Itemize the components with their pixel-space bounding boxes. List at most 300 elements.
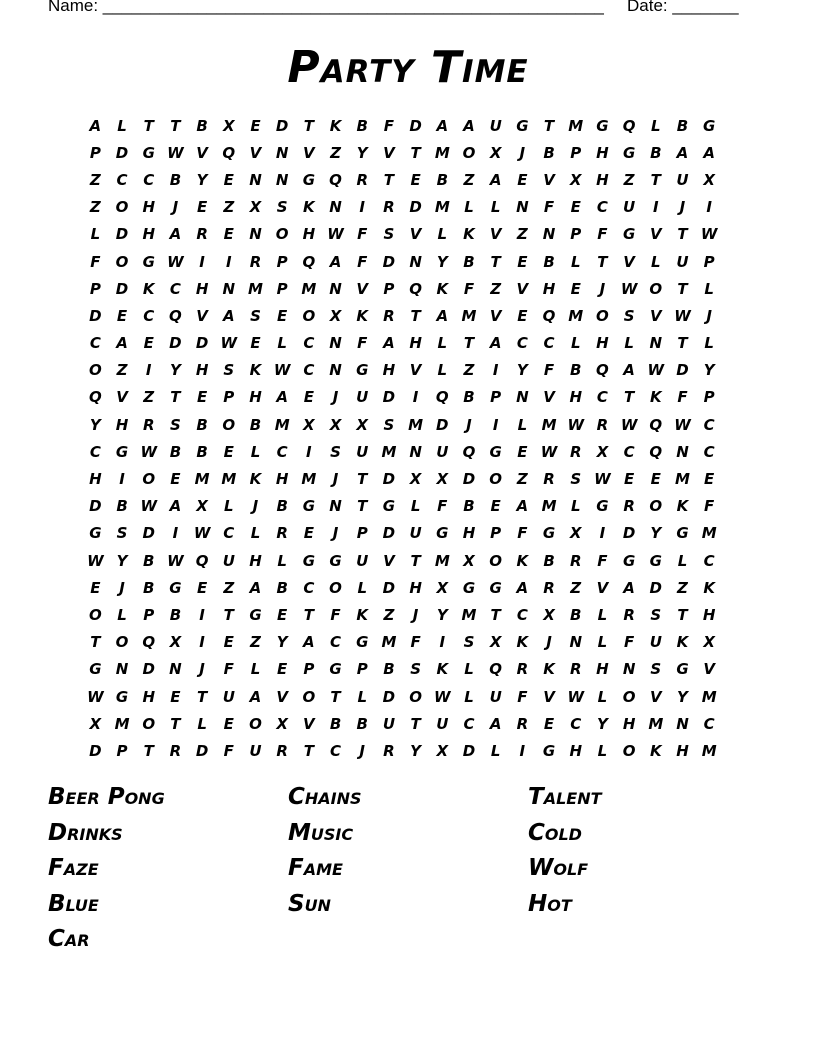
grid-letter: K	[516, 551, 529, 570]
grid-letter: D	[409, 198, 422, 217]
word-list-item: Chains	[288, 784, 362, 810]
grid-letter: T	[303, 605, 314, 624]
grid-letter: G	[622, 225, 636, 244]
grid-letter: Q	[409, 279, 422, 298]
letter-grid	[82, 112, 738, 765]
grid-letter: G	[489, 578, 502, 597]
grid-letter: J	[519, 143, 526, 162]
grid-letter: W	[87, 551, 104, 570]
grid-letter: F	[357, 252, 368, 271]
grid-letter: J	[546, 633, 552, 652]
grid-letter: K	[463, 225, 475, 244]
grid-letter: V	[649, 306, 662, 325]
grid-letter: V	[623, 252, 635, 271]
grid-letter: G	[329, 551, 342, 570]
grid-letter: V	[516, 279, 529, 298]
grid-letter: U	[676, 252, 689, 271]
grid-letter: W	[700, 225, 718, 244]
grid-letter: L	[704, 334, 714, 353]
grid-letter: W	[167, 551, 184, 570]
grid-letter: E	[277, 306, 288, 325]
grid-letter: S	[410, 660, 421, 679]
grid-letter: B	[169, 605, 182, 624]
grid-letter: B	[276, 578, 288, 597]
grid-letter: L	[597, 605, 608, 624]
grid-letter: W	[674, 306, 691, 325]
grid-letter: X	[703, 170, 715, 189]
grid-letter: D	[89, 497, 102, 516]
grid-letter: E	[170, 687, 181, 706]
grid-letter: O	[115, 252, 129, 271]
word-list-item: Car	[48, 926, 90, 952]
grid-letter: M	[648, 714, 664, 733]
grid-letter: L	[90, 225, 101, 244]
grid-letter: M	[701, 524, 717, 543]
grid-letter: T	[677, 225, 688, 244]
grid-letter: V	[543, 170, 555, 189]
grid-letter: A	[623, 361, 635, 380]
grid-letter: V	[196, 306, 208, 325]
grid-letter: Z	[623, 170, 635, 189]
grid-letter: C	[89, 334, 101, 353]
grid-letter: A	[489, 334, 502, 353]
grid-letter: O	[302, 306, 316, 325]
grid-letter: D	[89, 306, 102, 325]
grid-letter: S	[223, 361, 235, 380]
grid-letter: D	[142, 524, 155, 543]
grid-letter: M	[675, 470, 690, 489]
grid-letter: N	[249, 170, 262, 189]
grid-letter: C	[223, 524, 235, 543]
grid-letter: X	[169, 633, 182, 652]
grid-letter: L	[250, 660, 261, 679]
grid-letter: F	[543, 198, 555, 217]
grid-letter: Q	[435, 388, 449, 407]
grid-letter: R	[383, 306, 395, 325]
grid-letter: L	[437, 225, 448, 244]
grid-letter: P	[490, 524, 502, 543]
grid-letter: X	[569, 524, 582, 543]
grid-letter: Z	[570, 578, 582, 597]
grid-letter: O	[409, 687, 422, 706]
grid-letter: X	[703, 633, 715, 652]
grid-letter: B	[143, 551, 155, 570]
grid-letter: M	[701, 687, 717, 706]
grid-letter: K	[436, 660, 449, 679]
word-list-item: Blue	[48, 890, 99, 917]
grid-letter: B	[543, 551, 555, 570]
grid-letter: B	[249, 415, 262, 434]
grid-letter: V	[543, 687, 555, 706]
grid-letter: R	[356, 170, 368, 189]
grid-letter: V	[596, 578, 609, 597]
grid-letter: A	[676, 143, 689, 162]
grid-letter: E	[223, 442, 234, 461]
grid-letter: Y	[196, 170, 208, 189]
grid-letter: Q	[649, 442, 663, 461]
grid-letter: Z	[116, 361, 128, 380]
grid-letter: L	[410, 497, 421, 516]
word-column-3	[528, 780, 602, 922]
grid-letter: W	[193, 524, 211, 543]
grid-letter: E	[517, 252, 528, 271]
grid-letter: Z	[463, 170, 475, 189]
grid-letter: G	[703, 116, 716, 135]
grid-letter: B	[169, 442, 182, 461]
grid-letter: E	[143, 334, 154, 353]
grid-letter: E	[90, 578, 101, 597]
grid-letter: J	[252, 497, 259, 516]
grid-letter: P	[703, 252, 715, 271]
word-column-2	[288, 780, 362, 922]
grid-letter: L	[464, 198, 474, 217]
grid-letter: I	[412, 388, 419, 407]
grid-letter: L	[570, 497, 581, 516]
grid-letter: V	[276, 687, 288, 706]
grid-letter: O	[142, 714, 156, 733]
grid-letter: W	[647, 361, 665, 380]
grid-letter: O	[622, 687, 636, 706]
grid-letter: A	[249, 578, 262, 597]
grid-letter: W	[434, 687, 451, 706]
grid-letter: M	[114, 714, 130, 733]
grid-letter: R	[276, 741, 288, 760]
grid-letter: J	[119, 578, 125, 597]
grid-letter: Q	[542, 306, 556, 325]
grid-letter: C	[330, 633, 342, 652]
grid-letter: T	[303, 741, 314, 760]
grid-letter: L	[250, 442, 261, 461]
word-list-item: Music	[288, 819, 354, 846]
grid-letter: V	[649, 225, 662, 244]
grid-letter: U	[222, 551, 235, 570]
grid-letter: O	[489, 551, 503, 570]
grid-letter: X	[569, 170, 582, 189]
grid-letter: Q	[329, 170, 342, 189]
grid-letter: B	[463, 497, 475, 516]
grid-letter: K	[329, 116, 342, 135]
grid-letter: L	[464, 687, 474, 706]
grid-letter: R	[569, 551, 582, 570]
grid-letter: H	[115, 415, 129, 434]
grid-letter: R	[623, 605, 635, 624]
grid-letter: B	[356, 116, 368, 135]
grid-letter: U	[356, 551, 369, 570]
grid-letter: P	[703, 388, 715, 407]
grid-letter: Q	[462, 442, 476, 461]
grid-letter: A	[329, 252, 342, 271]
grid-letter: L	[224, 497, 234, 516]
grid-letter: B	[143, 578, 155, 597]
grid-letter: H	[89, 470, 102, 489]
grid-letter: G	[89, 524, 102, 543]
grid-letter: J	[172, 198, 179, 217]
grid-letter: R	[196, 225, 208, 244]
grid-letter: B	[436, 170, 448, 189]
grid-letter: D	[382, 524, 396, 543]
grid-letter: P	[276, 252, 288, 271]
grid-letter: G	[596, 116, 609, 135]
grid-letter: J	[599, 279, 606, 298]
grid-letter: A	[276, 388, 288, 407]
grid-letter: C	[303, 334, 315, 353]
grid-letter: R	[543, 470, 555, 489]
grid-letter: C	[276, 442, 288, 461]
grid-letter: J	[466, 415, 472, 434]
grid-letter: K	[649, 388, 662, 407]
grid-letter: A	[489, 714, 502, 733]
grid-letter: S	[170, 415, 181, 434]
grid-letter: Z	[330, 143, 341, 162]
grid-letter: Y	[436, 605, 448, 624]
grid-letter: N	[569, 633, 582, 652]
grid-letter: F	[677, 388, 688, 407]
grid-letter: E	[116, 306, 128, 325]
grid-letter: Y	[356, 143, 368, 162]
grid-letter: T	[463, 334, 475, 353]
grid-letter: G	[302, 551, 315, 570]
grid-letter: D	[195, 741, 209, 760]
grid-letter: Q	[88, 388, 102, 407]
grid-letter: Y	[677, 687, 688, 706]
grid-letter: G	[542, 741, 556, 760]
grid-letter: C	[516, 605, 528, 624]
grid-letter: G	[596, 497, 609, 516]
grid-letter: Y	[650, 524, 662, 543]
grid-letter: S	[463, 633, 475, 652]
worksheet-header	[48, 0, 748, 20]
grid-letter: M	[568, 116, 584, 135]
grid-letter: E	[517, 170, 528, 189]
grid-letter: A	[89, 116, 102, 135]
grid-letter: H	[596, 143, 609, 162]
grid-letter: M	[408, 415, 424, 434]
page-title: Party Time	[287, 42, 529, 93]
grid-letter: Q	[622, 116, 636, 135]
grid-letter: V	[489, 225, 502, 244]
grid-letter: G	[115, 687, 129, 706]
grid-letter: W	[620, 279, 638, 298]
grid-letter: D	[462, 470, 476, 489]
grid-letter: I	[306, 442, 312, 461]
grid-letter: S	[276, 198, 288, 217]
grid-letter: T	[410, 714, 421, 733]
grid-letter: V	[383, 143, 395, 162]
grid-letter: Y	[410, 741, 422, 760]
grid-letter: G	[302, 497, 315, 516]
grid-letter: O	[142, 470, 156, 489]
grid-letter: B	[356, 714, 368, 733]
grid-letter: U	[356, 388, 369, 407]
grid-letter: W	[327, 225, 344, 244]
grid-letter: N	[649, 334, 663, 353]
grid-letter: A	[222, 306, 235, 325]
grid-letter: B	[383, 660, 395, 679]
word-column-1	[48, 780, 165, 958]
grid-letter: F	[597, 551, 608, 570]
grid-letter: W	[167, 143, 184, 162]
grid-letter: O	[622, 741, 636, 760]
grid-letter: U	[623, 198, 636, 217]
grid-letter: L	[651, 252, 661, 271]
grid-letter: E	[250, 116, 261, 135]
grid-letter: C	[703, 442, 715, 461]
grid-letter: N	[115, 660, 129, 679]
grid-letter: L	[464, 660, 474, 679]
grid-letter: E	[650, 470, 661, 489]
grid-letter: A	[436, 306, 449, 325]
grid-letter: E	[410, 170, 421, 189]
grid-letter: X	[596, 442, 609, 461]
grid-letter: N	[275, 143, 289, 162]
grid-letter: D	[115, 225, 129, 244]
grid-letter: W	[567, 687, 584, 706]
grid-letter: J	[359, 741, 366, 760]
grid-letter: X	[489, 143, 502, 162]
grid-letter: Q	[489, 660, 503, 679]
grid-letter: I	[706, 198, 712, 217]
grid-letter: O	[222, 415, 236, 434]
grid-letter: P	[276, 279, 288, 298]
grid-letter: T	[543, 116, 555, 135]
grid-letter: C	[703, 415, 715, 434]
grid-letter: K	[249, 470, 262, 489]
grid-letter: N	[329, 334, 342, 353]
grid-letter: K	[356, 306, 369, 325]
grid-letter: D	[382, 252, 396, 271]
grid-letter: G	[516, 116, 529, 135]
grid-letter: L	[570, 334, 581, 353]
grid-letter: D	[462, 741, 476, 760]
grid-letter: B	[196, 116, 208, 135]
grid-letter: S	[650, 605, 662, 624]
grid-letter: S	[330, 442, 341, 461]
grid-letter: I	[119, 470, 125, 489]
grid-letter: V	[196, 143, 208, 162]
grid-letter: D	[622, 524, 636, 543]
grid-letter: B	[543, 143, 555, 162]
grid-letter: N	[516, 388, 529, 407]
grid-letter: E	[623, 470, 635, 489]
grid-letter: U	[382, 714, 395, 733]
grid-letter: T	[490, 605, 501, 624]
grid-letter: U	[436, 442, 449, 461]
grid-letter: F	[357, 225, 368, 244]
grid-letter: X	[463, 551, 475, 570]
grid-letter: S	[623, 306, 635, 325]
grid-letter: H	[409, 334, 422, 353]
grid-letter: L	[490, 741, 501, 760]
grid-letter: L	[597, 741, 608, 760]
grid-letter: Y	[89, 415, 101, 434]
grid-letter: B	[570, 605, 582, 624]
grid-letter: P	[570, 225, 582, 244]
grid-letter: V	[303, 714, 315, 733]
grid-letter: G	[169, 578, 182, 597]
grid-letter: A	[169, 225, 182, 244]
grid-letter: T	[597, 252, 608, 271]
grid-letter: L	[677, 551, 688, 570]
grid-letter: X	[329, 415, 342, 434]
grid-letter: O	[462, 143, 476, 162]
grid-letter: E	[223, 225, 234, 244]
grid-letter: R	[142, 415, 155, 434]
grid-letter: J	[332, 388, 339, 407]
grid-letter: I	[439, 633, 446, 652]
grid-letter: R	[516, 714, 529, 733]
grid-letter: R	[569, 660, 582, 679]
grid-letter: W	[540, 442, 558, 461]
grid-letter: F	[517, 687, 528, 706]
grid-letter: X	[436, 578, 449, 597]
grid-letter: A	[249, 687, 262, 706]
grid-letter: I	[199, 633, 205, 652]
grid-letter: L	[117, 116, 127, 135]
grid-letter: S	[383, 415, 395, 434]
grid-letter: B	[570, 361, 582, 380]
grid-letter: L	[437, 361, 448, 380]
grid-letter: G	[462, 578, 476, 597]
grid-letter: F	[90, 252, 101, 271]
grid-letter: K	[303, 198, 315, 217]
grid-letter: T	[677, 334, 688, 353]
grid-letter: H	[462, 524, 476, 543]
grid-letter: Z	[89, 198, 101, 217]
grid-letter: O	[115, 633, 129, 652]
grid-letter: V	[356, 279, 369, 298]
word-list-item: Wolf	[528, 855, 589, 881]
grid-letter: C	[463, 714, 475, 733]
grid-letter: U	[489, 116, 502, 135]
grid-letter: G	[622, 551, 636, 570]
grid-letter: K	[543, 660, 555, 679]
grid-letter: E	[704, 470, 715, 489]
grid-letter: K	[676, 633, 689, 652]
grid-letter: P	[143, 605, 155, 624]
grid-letter: L	[277, 551, 287, 570]
grid-letter: D	[115, 279, 129, 298]
grid-letter: U	[222, 687, 235, 706]
grid-letter: H	[249, 551, 262, 570]
grid-letter: A	[463, 116, 475, 135]
grid-letter: M	[541, 415, 557, 434]
grid-letter: V	[383, 551, 395, 570]
grid-letter: C	[303, 361, 315, 380]
grid-letter: P	[490, 388, 502, 407]
grid-letter: X	[249, 198, 262, 217]
grid-letter: G	[676, 524, 689, 543]
grid-letter: M	[541, 497, 557, 516]
grid-letter: M	[434, 551, 450, 570]
grid-letter: K	[703, 578, 715, 597]
grid-letter: B	[463, 388, 475, 407]
grid-letter: A	[116, 334, 128, 353]
word-list	[48, 780, 768, 980]
grid-letter: N	[249, 225, 262, 244]
grid-letter: E	[303, 388, 314, 407]
grid-letter: D	[195, 334, 209, 353]
grid-letter: K	[249, 361, 262, 380]
grid-letter: P	[116, 741, 128, 760]
grid-letter: W	[620, 415, 638, 434]
grid-letter: O	[88, 605, 102, 624]
grid-letter: J	[332, 470, 339, 489]
grid-letter: E	[250, 334, 261, 353]
grid-letter: L	[117, 605, 127, 624]
grid-letter: C	[596, 198, 608, 217]
grid-letter: Z	[383, 605, 395, 624]
grid-letter: W	[167, 252, 184, 271]
